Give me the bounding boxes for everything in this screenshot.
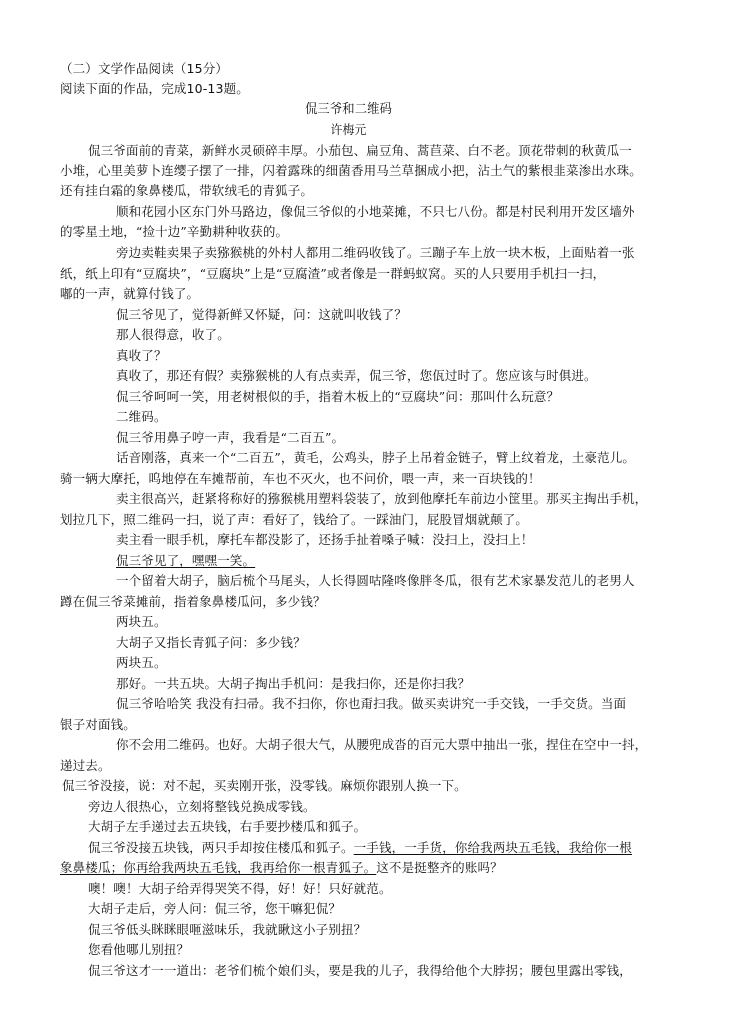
plain-text: 侃三爷没接五块钱，两只手却按住楼瓜和狐子。 <box>88 840 354 855</box>
paragraph-line: 两块五。 <box>116 655 167 670</box>
paragraph-line: 蹲在侃三爷菜摊前，指着象鼻楼瓜问，多少钱？ <box>60 594 326 609</box>
paragraph-line: 的零星土地，“捡十边”辛勤耕种收获的。 <box>60 224 289 239</box>
paragraph-line: 真收了？ <box>116 348 167 363</box>
paragraph-line: 那好。一共五块。大胡子掏出手机问：是我扫你，还是你扫我？ <box>116 676 471 691</box>
paragraph-line: 你不会用二维码。也好。大胡子很大气，从腰兜成沓的百元大票中抽出一张，捏住在空中一抖， <box>116 737 648 752</box>
paragraph-line: 那人很得意，收了。 <box>116 327 230 342</box>
paragraph-line: 骑一辆大摩托，呜地停在车摊帮前，车也不灭火，也不问价，喂一声，来一百块钱的！ <box>60 471 541 486</box>
paragraph-line: 二维码。 <box>116 409 167 424</box>
paragraph-line: 还有挂白霜的象鼻楼瓜，带软绒毛的青狐子。 <box>60 183 314 198</box>
paragraph-line: 您看他哪儿别扭？ <box>88 942 190 957</box>
paragraph-line <box>60 859 503 877</box>
paragraph-line: 旁边卖鞋卖果子卖猕猴桃的外村人都用二维码收钱了。三蹦子车上放一块木板，上面贴着一张 <box>116 245 635 260</box>
paragraph-line: 递过去。 <box>60 758 111 773</box>
paragraph-line: 卖主很高兴，赶紧将称好的猕猴桃用塑料袋装了，放到他摩托车前边小筐里。那买主掏出手机， <box>116 491 648 506</box>
paragraph-line: 侃三爷哈哈笑 我没有扫帚。我不扫你，你也甭扫我。做买卖讲究一手交钱，一手交货。当面 <box>116 696 627 711</box>
paragraph-line: 卖主看一眼手机，摩托车都没影了，还扬手扯着嗓子喊：没扫上，没扫上！ <box>116 532 534 547</box>
section-heading: （二）文学作品阅读（15分） <box>60 61 229 76</box>
paragraph-line: 小堆，心里美萝卜连缨子摆了一排，闪着露珠的细菌香用马兰草捆成小把，沾土气的紫根韭菜渗出水珠。 <box>60 163 642 178</box>
paragraph-line: 顺和花园小区东门外马路边，像侃三爷似的小地菜摊，不只七八份。都是村民利用开发区墙外 <box>116 204 635 219</box>
paragraph-line: 旁边人很热心，立刻将整钱兑换成零钱。 <box>88 799 316 814</box>
paragraph-line: 话音刚落，真来一个“二百五”，黄毛，公鸡头，脖子上吊着金链子，臂上纹着龙，土豪范儿。 <box>116 450 636 465</box>
paragraph-line: 大胡子又指长青狐子问：多少钱？ <box>116 635 306 650</box>
paragraph-line: 划拉几下，照二维码一扫，说了声：看好了，钱给了。一踩油门，屁股冒烟就颠了。 <box>60 512 529 527</box>
paragraph-line: 嘟的一声，就算付钱了。 <box>60 286 200 301</box>
paragraph-line: 大胡子走后，旁人问：侃三爷，您干嘛犯侃？ <box>88 901 342 916</box>
paragraph-line: 侃三爷这才一一道出：老爷们梳个娘们头，要是我的儿子，我得给他个大脖拐；腰包里露出零钱， <box>88 963 632 978</box>
paragraph-line: 大胡子左手递过去五块钱，右手要抄楼瓜和狐子。 <box>88 819 367 834</box>
paragraph-line: 侃三爷没接，说：对不起，买卖刚开张，没零钱。麻烦你跟别人换一下。 <box>62 778 467 793</box>
plain-text: 这不是挺整齐的账吗？ <box>376 860 503 875</box>
instruction-text: 阅读下面的作品，完成10-13题。 <box>60 81 249 96</box>
paragraph-line: 侃三爷面前的青菜，新鲜水灵硕碎丰厚。小茄包、扁豆角、蒿苣菜、白不老。顶花带刺的秋黄瓜一 <box>88 143 632 158</box>
paragraph-line <box>88 839 632 857</box>
paragraph-line: 侃三爷低头眯眯眼咂滋味乐，我就瞅这小子别扭？ <box>88 922 367 937</box>
paragraph-line: 侃三爷见了，觉得新鲜又怀疑，问：这就叫收钱了？ <box>116 307 407 322</box>
underlined-sentence: 象鼻楼瓜；你再给我两块五毛钱，我再给你一根青狐子。 <box>60 860 377 875</box>
story-title: 侃三爷和二维码 <box>304 102 393 117</box>
underlined-sentence: 一手钱，一手货，你给我两块五毛钱，我给你一根 <box>353 840 632 855</box>
paragraph-line: 银子对面钱。 <box>60 717 136 732</box>
paragraph-line: 噢！噢！大胡子给弄得哭笑不得，好！好！只好就范。 <box>88 881 392 896</box>
underlined-sentence: 侃三爷见了，嘿嘿一笑。 <box>116 553 256 568</box>
paragraph-line: 侃三爷用鼻子哼一声，我看是“二百五”。 <box>116 430 345 445</box>
paragraph-line: 一个留着大胡子，脑后梳个马尾头，人长得圆咕隆咚像胖冬瓜，很有艺术家暴发范儿的老男人 <box>116 573 635 588</box>
paragraph-line: 真收了，那还有假？卖猕猴桃的人有点卖弄，侃三爷，您佤过时了。您应该与时俱进。 <box>116 368 597 383</box>
paragraph-line: 纸，纸上印有“豆腐块”，“豆腐块”上是“豆腐渣”或者像是一群蚂蚁窝。买的人只要用手机扫一扫， <box>60 266 606 281</box>
paragraph-line: 两块五。 <box>116 614 167 629</box>
story-author: 许梅元 <box>330 122 367 137</box>
paragraph-line: 侃三爷呵呵一笑，用老树根似的手，指着木板上的“豆腐块”问：那叫什么玩意？ <box>116 389 560 404</box>
